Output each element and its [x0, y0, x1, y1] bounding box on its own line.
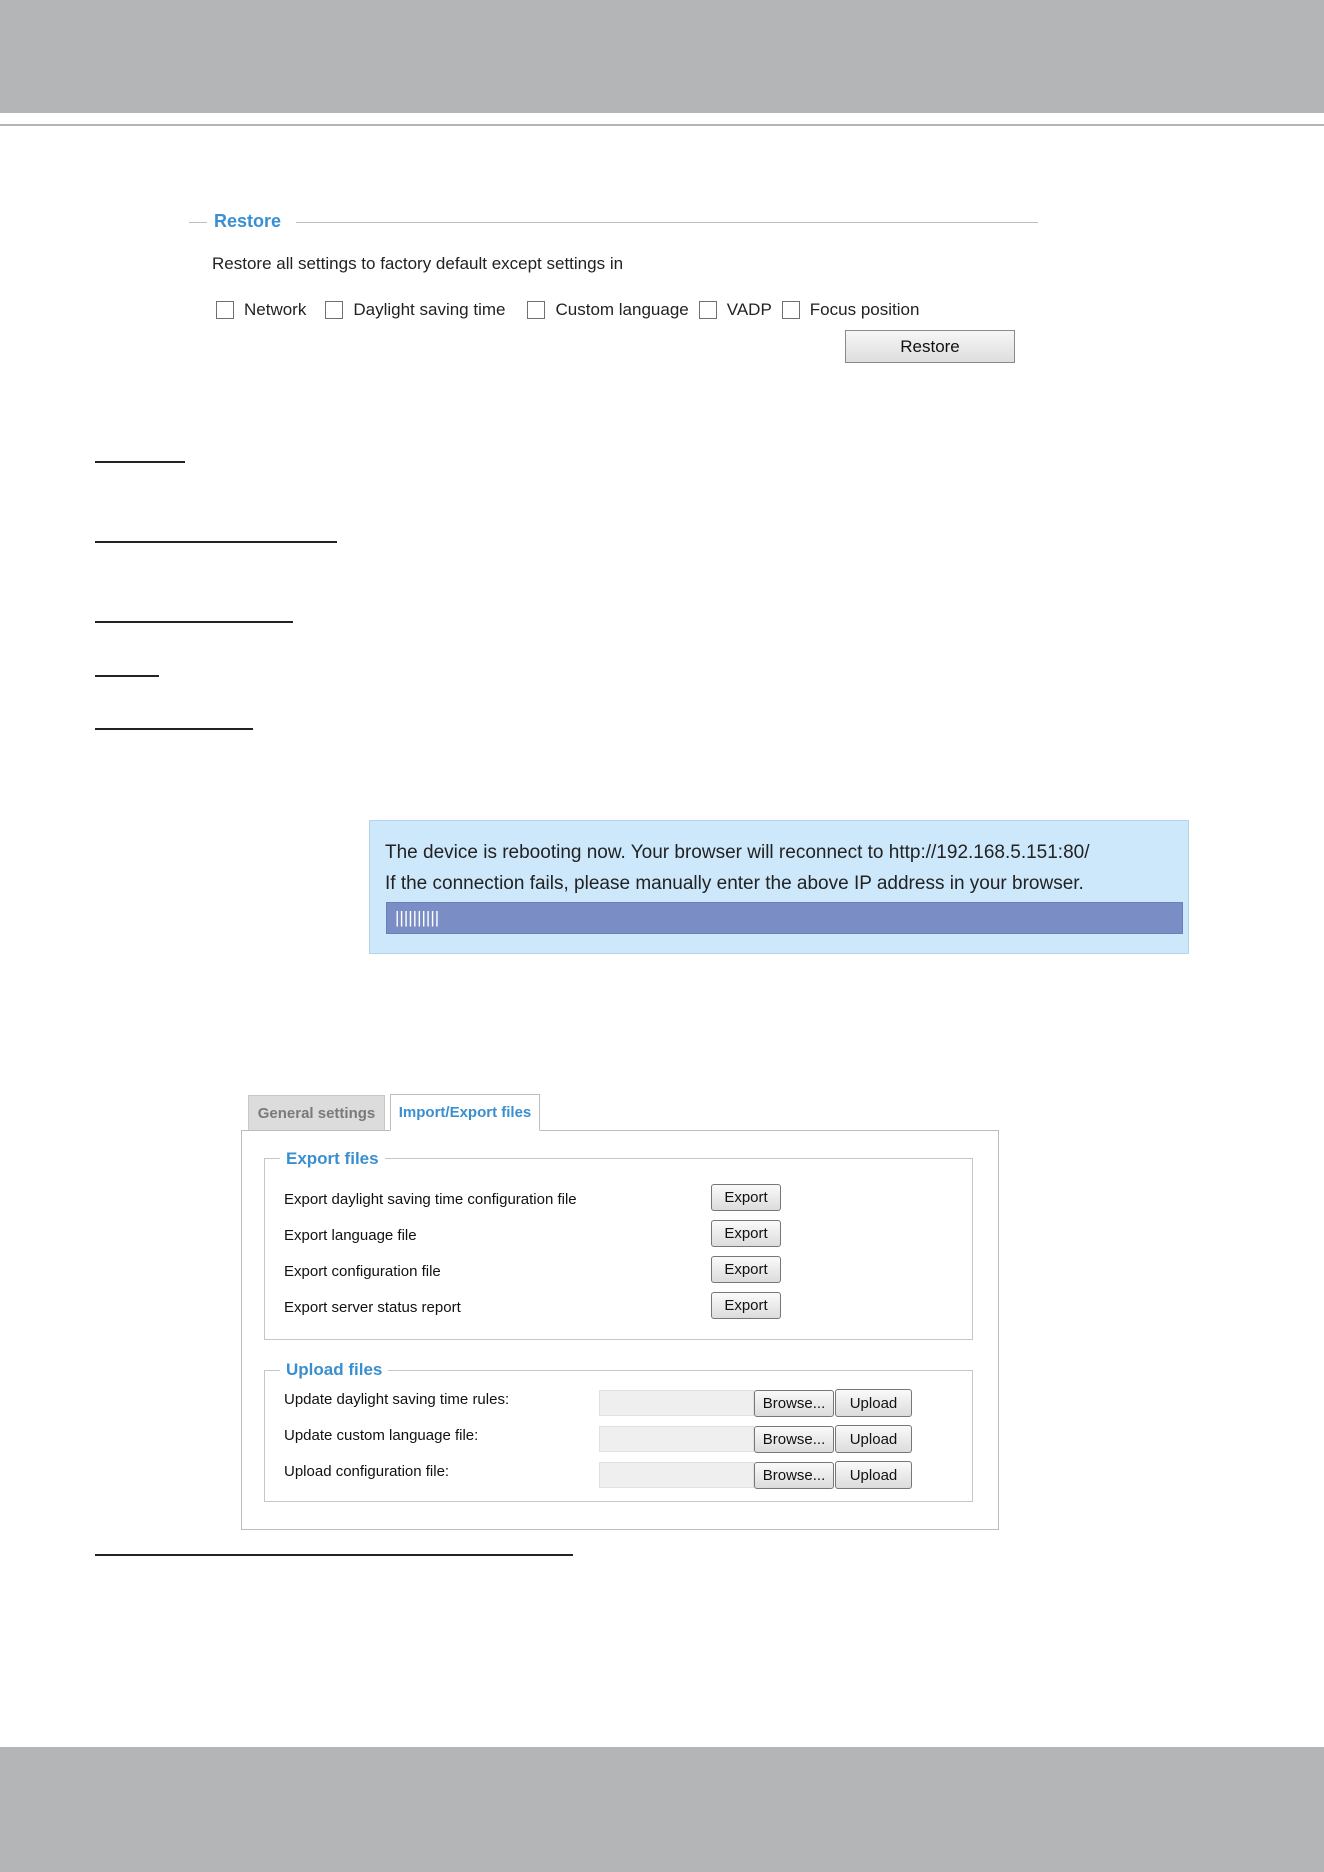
dst-rules-file-input[interactable]: [599, 1390, 754, 1416]
option-label: Custom language: [555, 300, 689, 319]
export-row-label: Export language file: [284, 1227, 417, 1244]
restore-legend-line-right: [296, 222, 1038, 223]
configuration-upload-button[interactable]: Upload: [835, 1461, 912, 1489]
reboot-message-line-1: The device is rebooting now. Your browser will reconnect to http://192.168.5.151:80/: [385, 842, 1090, 863]
restore-legend-line-left: [189, 222, 207, 223]
custom-language-browse-button[interactable]: Browse...: [754, 1426, 834, 1453]
page-footer-band: [0, 1747, 1324, 1872]
option-label: Focus position: [809, 300, 920, 319]
dst-rules-upload-button[interactable]: Upload: [835, 1389, 912, 1417]
upload-row-label: Upload configuration file:: [284, 1463, 450, 1480]
page-header-band: [0, 0, 1324, 113]
network-checkbox[interactable]: [216, 301, 234, 319]
reboot-message-line-2: If the connection fails, please manually enter the above IP address in your browser.: [385, 873, 1084, 894]
restore-legend: Restore: [214, 211, 282, 231]
custom-language-file-input[interactable]: [599, 1426, 754, 1452]
header-rule: [0, 124, 1324, 126]
export-language-button[interactable]: Export: [711, 1220, 781, 1247]
focus-position-checkbox[interactable]: [782, 301, 800, 319]
heading-underline: [95, 1554, 573, 1556]
configuration-browse-button[interactable]: Browse...: [754, 1462, 834, 1489]
restore-button[interactable]: Restore: [845, 330, 1015, 363]
upload-files-legend: Upload files: [280, 1360, 388, 1380]
vadp-checkbox[interactable]: [699, 301, 717, 319]
custom-language-checkbox[interactable]: [527, 301, 545, 319]
export-row-label: Export configuration file: [284, 1263, 441, 1280]
heading-underline: [95, 621, 293, 623]
heading-underline: [95, 461, 185, 463]
option-network[interactable]: [216, 300, 306, 320]
export-files-legend: Export files: [280, 1149, 385, 1169]
export-daylight-saving-button[interactable]: Export: [711, 1184, 781, 1211]
custom-language-upload-button[interactable]: Upload: [835, 1425, 912, 1453]
export-row-label: Export daylight saving time configuration file: [284, 1191, 577, 1208]
restore-options: [216, 297, 919, 323]
option-label: Daylight saving time: [353, 300, 506, 319]
configuration-file-input[interactable]: [599, 1462, 754, 1488]
heading-underline: [95, 541, 337, 543]
export-configuration-button[interactable]: Export: [711, 1256, 781, 1283]
tab-import-export-files[interactable]: Import/Export files: [390, 1094, 540, 1131]
reboot-progress-bar: ||||||||||: [386, 902, 1183, 934]
heading-underline: [95, 728, 253, 730]
restore-description: Restore all settings to factory default except settings in: [212, 254, 624, 273]
daylight-saving-checkbox[interactable]: [325, 301, 343, 319]
option-label: Network: [244, 300, 307, 319]
upload-row-label: Update custom language file:: [284, 1427, 479, 1444]
dst-rules-browse-button[interactable]: Browse...: [754, 1390, 834, 1417]
option-custom-language[interactable]: [527, 300, 688, 320]
option-vadp[interactable]: [699, 300, 772, 320]
option-daylight-saving-time[interactable]: [325, 300, 505, 320]
upload-row-label: Update daylight saving time rules:: [284, 1391, 510, 1408]
option-focus-position[interactable]: [782, 300, 920, 320]
export-row-label: Export server status report: [284, 1299, 461, 1316]
export-server-status-button[interactable]: Export: [711, 1292, 781, 1319]
option-label: VADP: [726, 300, 772, 319]
heading-underline: [95, 675, 159, 677]
tab-general-settings[interactable]: General settings: [248, 1095, 385, 1130]
